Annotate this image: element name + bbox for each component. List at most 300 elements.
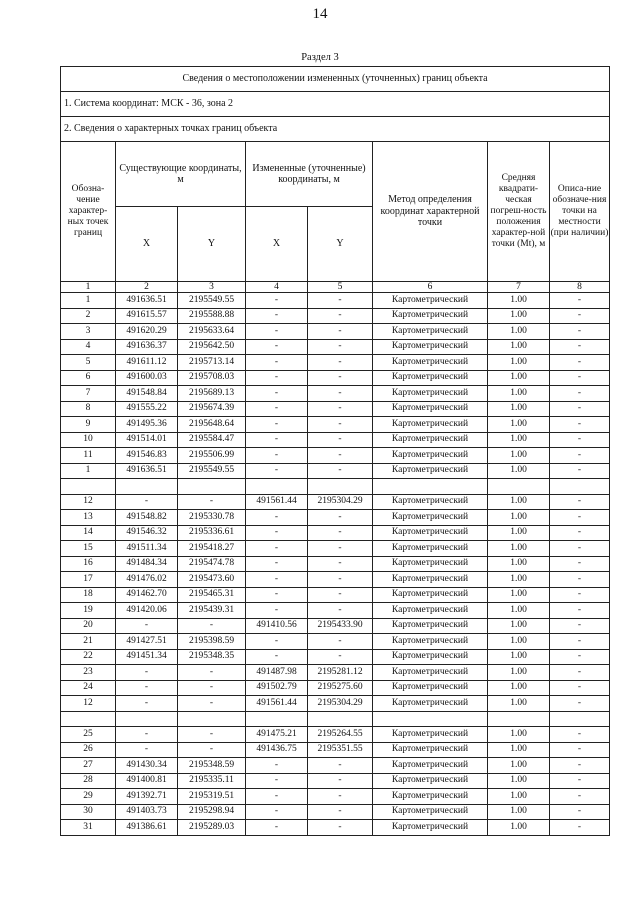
table-cell: - bbox=[550, 401, 610, 417]
table-cell: Картометрический bbox=[373, 541, 488, 557]
table-cell: 2195330.78 bbox=[178, 510, 246, 526]
table-cell: 6 bbox=[61, 370, 116, 386]
table-cell: - bbox=[308, 417, 373, 433]
table-row bbox=[61, 355, 610, 371]
table-cell: 491410.56 bbox=[246, 618, 308, 634]
table-cell: 491487.98 bbox=[246, 665, 308, 681]
table-cell: 1.00 bbox=[488, 386, 550, 402]
table-cell: 491555.22 bbox=[116, 401, 178, 417]
table-cell: - bbox=[308, 649, 373, 665]
table-cell: 2195264.55 bbox=[308, 727, 373, 743]
boundary-points-table bbox=[60, 66, 610, 836]
table-cell: 1.00 bbox=[488, 324, 550, 340]
table-row bbox=[61, 494, 610, 510]
table-cell: 491502.79 bbox=[246, 680, 308, 696]
table-cell: - bbox=[246, 293, 308, 309]
table-row bbox=[61, 820, 610, 836]
table-cell: - bbox=[550, 742, 610, 758]
table-cell: - bbox=[550, 587, 610, 603]
table-row bbox=[61, 773, 610, 789]
table-row bbox=[61, 665, 610, 681]
table-cell: 1.00 bbox=[488, 758, 550, 774]
table-cell: - bbox=[246, 355, 308, 371]
empty-cell bbox=[373, 711, 488, 727]
header-existing-y: Y bbox=[178, 207, 246, 282]
table-cell: 2195348.59 bbox=[178, 758, 246, 774]
table-cell: Картометрический bbox=[373, 603, 488, 619]
table-cell: 491548.82 bbox=[116, 510, 178, 526]
table-cell: - bbox=[116, 742, 178, 758]
table-cell: 2195275.60 bbox=[308, 680, 373, 696]
table-cell: 1.00 bbox=[488, 618, 550, 634]
empty-cell bbox=[246, 711, 308, 727]
table-cell: - bbox=[308, 789, 373, 805]
table-cell: - bbox=[550, 463, 610, 479]
table-cell: - bbox=[246, 308, 308, 324]
table-cell: - bbox=[550, 820, 610, 836]
header-method: Метод определения координат характерной точки bbox=[373, 142, 488, 282]
table-cell: - bbox=[246, 401, 308, 417]
table-cell: 2195298.94 bbox=[178, 804, 246, 820]
table-cell: - bbox=[308, 510, 373, 526]
table-cell: Картометрический bbox=[373, 510, 488, 526]
table-cell: 2195348.35 bbox=[178, 649, 246, 665]
table-cell: Картометрический bbox=[373, 742, 488, 758]
table-row bbox=[61, 742, 610, 758]
table-cell: - bbox=[550, 603, 610, 619]
table-row bbox=[61, 324, 610, 340]
coord-system: 1. Система координат: МСК - 36, зона 2 bbox=[61, 92, 610, 117]
table-cell: 491420.06 bbox=[116, 603, 178, 619]
table-cell: 491561.44 bbox=[246, 696, 308, 712]
table-cell: - bbox=[308, 308, 373, 324]
table-row bbox=[61, 680, 610, 696]
table-cell: - bbox=[246, 773, 308, 789]
table-cell: 2195433.90 bbox=[308, 618, 373, 634]
table-cell: 1.00 bbox=[488, 494, 550, 510]
column-number: 3 bbox=[178, 282, 246, 293]
table-cell: - bbox=[246, 804, 308, 820]
table-cell: - bbox=[550, 727, 610, 743]
header-existing-coords: Существующие координаты, м bbox=[116, 142, 246, 207]
table-cell: 2195549.55 bbox=[178, 293, 246, 309]
table-title: Сведения о местоположении измененных (уточненных) границ объекта bbox=[61, 67, 610, 92]
table-cell: 491600.03 bbox=[116, 370, 178, 386]
table-cell: Картометрический bbox=[373, 820, 488, 836]
table-cell: - bbox=[246, 758, 308, 774]
table-cell: - bbox=[308, 804, 373, 820]
table-cell: 2195648.64 bbox=[178, 417, 246, 433]
table-cell: - bbox=[308, 820, 373, 836]
table-cell: 2195708.03 bbox=[178, 370, 246, 386]
table-cell: - bbox=[246, 417, 308, 433]
table-cell: - bbox=[308, 293, 373, 309]
empty-cell bbox=[178, 479, 246, 495]
table-row bbox=[61, 308, 610, 324]
table-row bbox=[61, 634, 610, 650]
table-cell: 4 bbox=[61, 339, 116, 355]
table-cell: - bbox=[550, 432, 610, 448]
table-cell: Картометрический bbox=[373, 370, 488, 386]
table-cell: - bbox=[178, 494, 246, 510]
table-cell: 491400.81 bbox=[116, 773, 178, 789]
table-cell: - bbox=[246, 603, 308, 619]
table-cell: - bbox=[246, 820, 308, 836]
table-cell: - bbox=[550, 773, 610, 789]
contour-separator-row bbox=[61, 711, 610, 727]
table-cell: 491620.29 bbox=[116, 324, 178, 340]
table-cell: 491430.34 bbox=[116, 758, 178, 774]
table-cell: - bbox=[550, 339, 610, 355]
table-cell: - bbox=[246, 789, 308, 805]
table-row bbox=[61, 727, 610, 743]
table-row bbox=[61, 448, 610, 464]
empty-cell bbox=[488, 479, 550, 495]
table-cell: - bbox=[550, 308, 610, 324]
table-cell: - bbox=[178, 696, 246, 712]
table-cell: 1.00 bbox=[488, 603, 550, 619]
table-cell: 1.00 bbox=[488, 773, 550, 789]
table-cell: 491546.32 bbox=[116, 525, 178, 541]
table-cell: - bbox=[116, 665, 178, 681]
table-cell: 26 bbox=[61, 742, 116, 758]
empty-cell bbox=[116, 711, 178, 727]
table-cell: - bbox=[550, 680, 610, 696]
table-cell: - bbox=[308, 370, 373, 386]
empty-cell bbox=[550, 711, 610, 727]
table-cell: Картометрический bbox=[373, 401, 488, 417]
table-cell: 1.00 bbox=[488, 572, 550, 588]
table-cell: Картометрический bbox=[373, 339, 488, 355]
table-cell: - bbox=[550, 417, 610, 433]
table-cell: - bbox=[550, 649, 610, 665]
table-cell: 10 bbox=[61, 432, 116, 448]
table-cell: 491451.34 bbox=[116, 649, 178, 665]
table-cell: - bbox=[308, 634, 373, 650]
table-cell: - bbox=[246, 370, 308, 386]
table-cell: 1.00 bbox=[488, 820, 550, 836]
table-cell: - bbox=[246, 386, 308, 402]
table-cell: 491462.70 bbox=[116, 587, 178, 603]
table-cell: Картометрический bbox=[373, 417, 488, 433]
table-cell: - bbox=[246, 463, 308, 479]
table-cell: - bbox=[116, 680, 178, 696]
table-row bbox=[61, 401, 610, 417]
empty-cell bbox=[373, 479, 488, 495]
table-cell: - bbox=[308, 324, 373, 340]
table-cell: - bbox=[550, 804, 610, 820]
table-cell: - bbox=[116, 494, 178, 510]
table-cell: 1.00 bbox=[488, 649, 550, 665]
table-cell: - bbox=[178, 618, 246, 634]
table-cell: 1 bbox=[61, 293, 116, 309]
table-cell: Картометрический bbox=[373, 634, 488, 650]
table-row bbox=[61, 804, 610, 820]
table-cell: 2195351.55 bbox=[308, 742, 373, 758]
table-cell: Картометрический bbox=[373, 448, 488, 464]
table-cell: 1.00 bbox=[488, 355, 550, 371]
table-cell: - bbox=[246, 556, 308, 572]
table-cell: Картометрический bbox=[373, 293, 488, 309]
table-row bbox=[61, 432, 610, 448]
table-cell: 22 bbox=[61, 649, 116, 665]
table-cell: Картометрический bbox=[373, 789, 488, 805]
table-cell: 491636.51 bbox=[116, 463, 178, 479]
table-cell: - bbox=[550, 556, 610, 572]
table-cell: 3 bbox=[61, 324, 116, 340]
table-cell: - bbox=[308, 448, 373, 464]
table-cell: - bbox=[246, 432, 308, 448]
table-cell: 491546.83 bbox=[116, 448, 178, 464]
table-cell: - bbox=[116, 618, 178, 634]
header-description: Описа-ние обозначе-ния точки на местности (при наличии) bbox=[550, 142, 610, 282]
table-cell: 2 bbox=[61, 308, 116, 324]
table-row bbox=[61, 293, 610, 309]
table-cell: - bbox=[308, 556, 373, 572]
table-cell: 2195474.78 bbox=[178, 556, 246, 572]
table-cell: 1.00 bbox=[488, 634, 550, 650]
table-cell: 1.00 bbox=[488, 727, 550, 743]
table-cell: - bbox=[178, 665, 246, 681]
table-cell: 491475.21 bbox=[246, 727, 308, 743]
table-cell: - bbox=[246, 324, 308, 340]
table-cell: 1.00 bbox=[488, 804, 550, 820]
table-cell: 2195588.88 bbox=[178, 308, 246, 324]
table-row bbox=[61, 618, 610, 634]
table-cell: 1.00 bbox=[488, 293, 550, 309]
table-cell: - bbox=[178, 742, 246, 758]
table-cell: - bbox=[550, 525, 610, 541]
table-cell: 20 bbox=[61, 618, 116, 634]
table-cell: 2195304.29 bbox=[308, 696, 373, 712]
column-number: 8 bbox=[550, 282, 610, 293]
table-cell: Картометрический bbox=[373, 773, 488, 789]
table-row bbox=[61, 572, 610, 588]
table-cell: - bbox=[550, 293, 610, 309]
table-cell: 1.00 bbox=[488, 432, 550, 448]
empty-cell bbox=[61, 711, 116, 727]
table-cell: - bbox=[246, 510, 308, 526]
table-cell: 491548.84 bbox=[116, 386, 178, 402]
table-cell: 491386.61 bbox=[116, 820, 178, 836]
table-cell: 1.00 bbox=[488, 680, 550, 696]
table-cell: Картометрический bbox=[373, 804, 488, 820]
table-cell: 1.00 bbox=[488, 556, 550, 572]
table-cell: 491484.34 bbox=[116, 556, 178, 572]
table-cell: 2195418.27 bbox=[178, 541, 246, 557]
table-cell: 491615.57 bbox=[116, 308, 178, 324]
table-row bbox=[61, 370, 610, 386]
table-cell: - bbox=[308, 572, 373, 588]
table-cell: 2195642.50 bbox=[178, 339, 246, 355]
table-row bbox=[61, 463, 610, 479]
table-cell: - bbox=[550, 789, 610, 805]
header-changed-y: Y bbox=[308, 207, 373, 282]
table-cell: 491392.71 bbox=[116, 789, 178, 805]
table-cell: 2195465.31 bbox=[178, 587, 246, 603]
empty-cell bbox=[488, 711, 550, 727]
table-cell: Картометрический bbox=[373, 556, 488, 572]
table-cell: 2195335.11 bbox=[178, 773, 246, 789]
column-number: 2 bbox=[116, 282, 178, 293]
table-cell: Картометрический bbox=[373, 525, 488, 541]
contour-separator-row bbox=[61, 479, 610, 495]
table-cell: 491514.01 bbox=[116, 432, 178, 448]
table-cell: - bbox=[550, 448, 610, 464]
empty-cell bbox=[116, 479, 178, 495]
table-cell: Картометрический bbox=[373, 308, 488, 324]
table-cell: Картометрический bbox=[373, 618, 488, 634]
table-cell: Картометрический bbox=[373, 432, 488, 448]
empty-cell bbox=[308, 479, 373, 495]
table-row bbox=[61, 525, 610, 541]
table-cell: 21 bbox=[61, 634, 116, 650]
table-cell: 2195506.99 bbox=[178, 448, 246, 464]
table-cell: 27 bbox=[61, 758, 116, 774]
table-cell: 2195473.60 bbox=[178, 572, 246, 588]
table-cell: 491636.37 bbox=[116, 339, 178, 355]
table-cell: 1.00 bbox=[488, 541, 550, 557]
table-cell: Картометрический bbox=[373, 696, 488, 712]
table-cell: - bbox=[308, 525, 373, 541]
table-cell: Картометрический bbox=[373, 758, 488, 774]
table-cell: 12 bbox=[61, 494, 116, 510]
table-cell: 2195319.51 bbox=[178, 789, 246, 805]
table-cell: 7 bbox=[61, 386, 116, 402]
table-cell: 2195439.31 bbox=[178, 603, 246, 619]
table-cell: Картометрический bbox=[373, 355, 488, 371]
empty-cell bbox=[550, 479, 610, 495]
table-cell: - bbox=[550, 665, 610, 681]
table-cell: 2195289.03 bbox=[178, 820, 246, 836]
table-cell: 1.00 bbox=[488, 696, 550, 712]
table-cell: - bbox=[550, 572, 610, 588]
table-cell: - bbox=[308, 587, 373, 603]
table-cell: Картометрический bbox=[373, 587, 488, 603]
empty-cell bbox=[308, 711, 373, 727]
table-cell: 19 bbox=[61, 603, 116, 619]
table-cell: Картометрический bbox=[373, 494, 488, 510]
table-cell: - bbox=[308, 463, 373, 479]
table-cell: - bbox=[550, 758, 610, 774]
column-number: 5 bbox=[308, 282, 373, 293]
table-cell: 2195689.13 bbox=[178, 386, 246, 402]
table-cell: 491436.75 bbox=[246, 742, 308, 758]
table-cell: - bbox=[308, 339, 373, 355]
empty-cell bbox=[178, 711, 246, 727]
table-row bbox=[61, 386, 610, 402]
section-label: Раздел 3 bbox=[301, 52, 339, 63]
table-cell: 1.00 bbox=[488, 308, 550, 324]
table-cell: 17 bbox=[61, 572, 116, 588]
page-number: 14 bbox=[312, 6, 328, 22]
table-cell: - bbox=[246, 448, 308, 464]
table-cell: - bbox=[550, 370, 610, 386]
table-cell: 2195584.47 bbox=[178, 432, 246, 448]
table-cell: 14 bbox=[61, 525, 116, 541]
table-cell: - bbox=[178, 727, 246, 743]
table-cell: 2195549.55 bbox=[178, 463, 246, 479]
table-cell: 2195633.64 bbox=[178, 324, 246, 340]
table-cell: 2195336.61 bbox=[178, 525, 246, 541]
points-heading: 2. Сведения о характерных точках границ объекта bbox=[61, 117, 610, 142]
table-cell: - bbox=[246, 525, 308, 541]
table-cell: - bbox=[550, 355, 610, 371]
column-number: 6 bbox=[373, 282, 488, 293]
table-cell: 1 bbox=[61, 463, 116, 479]
table-row bbox=[61, 541, 610, 557]
table-cell: 1.00 bbox=[488, 510, 550, 526]
table-cell: 13 bbox=[61, 510, 116, 526]
table-cell: - bbox=[246, 587, 308, 603]
table-cell: 12 bbox=[61, 696, 116, 712]
table-cell: - bbox=[550, 618, 610, 634]
table-row bbox=[61, 417, 610, 433]
empty-cell bbox=[61, 479, 116, 495]
table-cell: 491427.51 bbox=[116, 634, 178, 650]
table-row bbox=[61, 603, 610, 619]
table-cell: - bbox=[550, 510, 610, 526]
table-cell: 16 bbox=[61, 556, 116, 572]
header-changed-x: X bbox=[246, 207, 308, 282]
table-cell: Картометрический bbox=[373, 463, 488, 479]
column-number: 4 bbox=[246, 282, 308, 293]
table-cell: 2195398.59 bbox=[178, 634, 246, 650]
table-cell: Картометрический bbox=[373, 572, 488, 588]
table-cell: - bbox=[308, 432, 373, 448]
table-cell: - bbox=[550, 696, 610, 712]
table-cell: 5 bbox=[61, 355, 116, 371]
table-cell: Картометрический bbox=[373, 665, 488, 681]
table-row bbox=[61, 339, 610, 355]
table-cell: 491636.51 bbox=[116, 293, 178, 309]
table-cell: Картометрический bbox=[373, 386, 488, 402]
table-cell: - bbox=[178, 680, 246, 696]
table-cell: Картометрический bbox=[373, 680, 488, 696]
table-cell: 1.00 bbox=[488, 401, 550, 417]
table-cell: Картометрический bbox=[373, 649, 488, 665]
table-cell: - bbox=[246, 541, 308, 557]
header-accuracy: Средняя квадрати-ческая погреш-ность положения характер-ной точки (Mt), м bbox=[488, 142, 550, 282]
table-cell: 2195713.14 bbox=[178, 355, 246, 371]
table-cell: Картометрический bbox=[373, 324, 488, 340]
table-row bbox=[61, 758, 610, 774]
table-cell: 29 bbox=[61, 789, 116, 805]
table-cell: - bbox=[308, 386, 373, 402]
table-cell: 1.00 bbox=[488, 463, 550, 479]
table-cell: 25 bbox=[61, 727, 116, 743]
table-cell: 1.00 bbox=[488, 587, 550, 603]
table-cell: 8 bbox=[61, 401, 116, 417]
table-cell: 2195281.12 bbox=[308, 665, 373, 681]
table-cell: 491476.02 bbox=[116, 572, 178, 588]
table-cell: 11 bbox=[61, 448, 116, 464]
header-changed-coords: Измененные (уточненные) координаты, м bbox=[246, 142, 373, 207]
table-cell: 491403.73 bbox=[116, 804, 178, 820]
table-cell: 2195304.29 bbox=[308, 494, 373, 510]
table-cell: 491495.36 bbox=[116, 417, 178, 433]
table-cell: 491611.12 bbox=[116, 355, 178, 371]
table-row bbox=[61, 649, 610, 665]
table-cell: 1.00 bbox=[488, 448, 550, 464]
table-cell: 28 bbox=[61, 773, 116, 789]
column-number-row bbox=[61, 282, 610, 293]
table-cell: 1.00 bbox=[488, 665, 550, 681]
column-number: 7 bbox=[488, 282, 550, 293]
table-cell: - bbox=[550, 494, 610, 510]
table-cell: - bbox=[308, 773, 373, 789]
table-cell: - bbox=[308, 541, 373, 557]
